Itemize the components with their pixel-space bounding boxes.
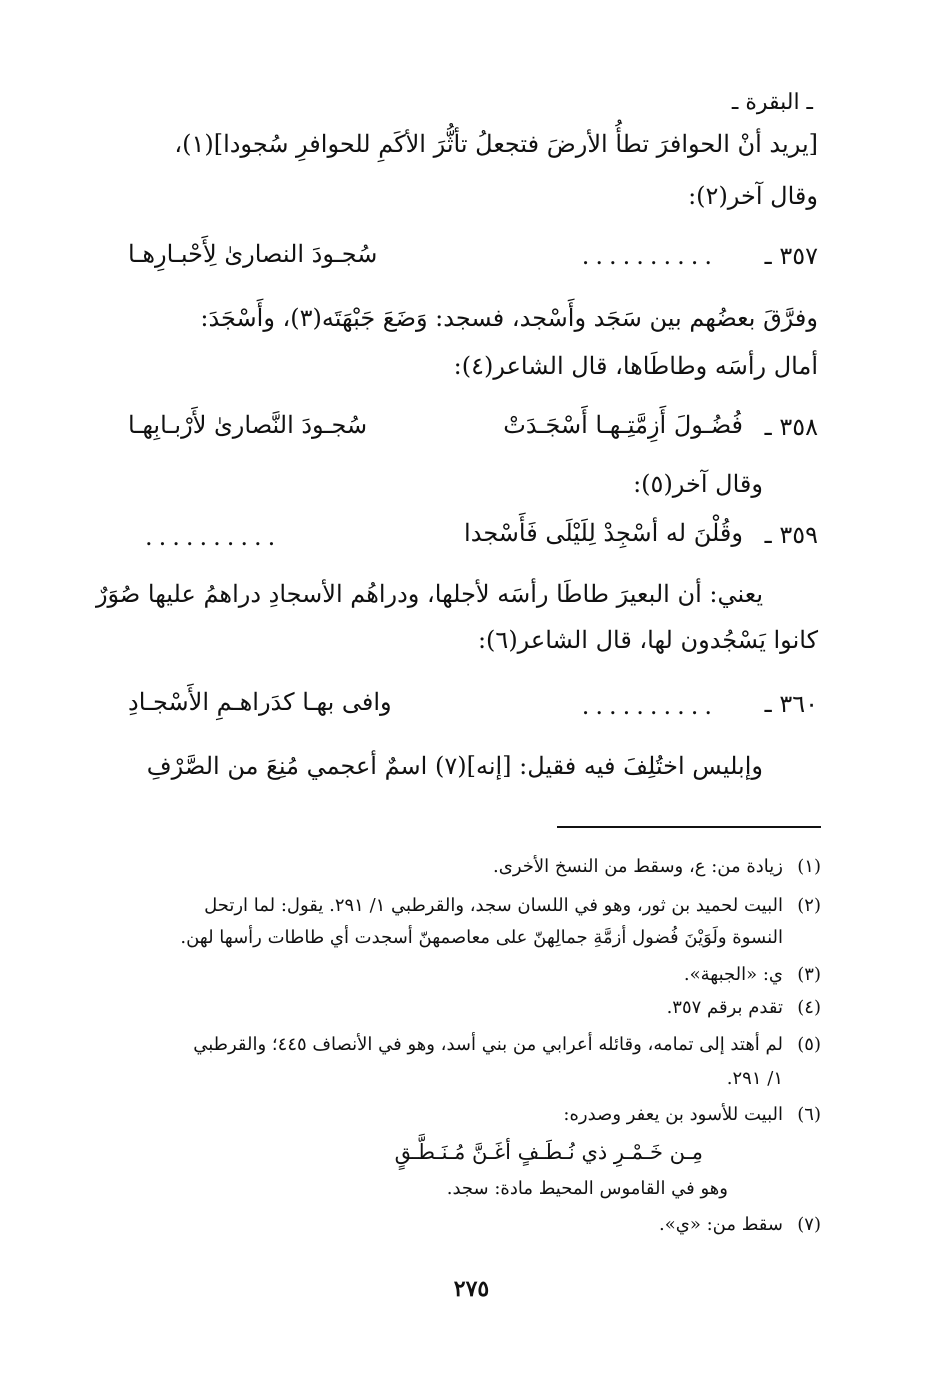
footnote-number: (٦) [797,1104,821,1125]
footnote-separator [557,826,821,828]
footnote-number: (١) [797,856,821,877]
verse-second-hemistich: .......... [145,523,282,551]
page-number: ٢٧٥ [453,1276,490,1302]
body-line-8: وإبليس اختُلِفَ فيه فقيل: [إنه](٧) اسمٌ أعجمي مُنِعَ من الصَّرْفِ [146,752,763,780]
footnote-text: زيادة من: ع، وسقط من النسخ الأخرى. [493,856,783,877]
footnote-2-continuation: النسوة ولَوَيْنَ فُضول أزمَّةِ جمالِهنّ على معاصمهنّ أسجدت أي طاطات رأسها لهن. [180,927,783,948]
body-line-6: يعني: أن البعيرَ طاطَا رأسَه لأجلها، ودراهُم الأسجادِ دراهمُ عليها صُوَرٌ [95,580,763,608]
footnote-6-verse: مِـن خَـمْـرِ ذي نُـطَـفٍ أغَـنَّ مُـنَـطَّـقٍ [394,1140,703,1164]
footnote-4 [667,996,821,1019]
footnote-5 [193,1033,821,1056]
body-line-3: وفرَّقَ بعضُهم بين سَجَد وأَسْجد، فسجد: وَضَعَ جَبْهَتَه(٣)، وأَسْجَدَ: [200,304,818,332]
footnote-6-continuation: وهو في القاموس المحيط مادة: سجد. [446,1178,728,1199]
body-line-7: كانوا يَسْجُدون لها، قال الشاعر(٦): [477,626,818,654]
footnote-number: (٥) [797,1034,821,1055]
footnote-number: (٧) [797,1214,821,1235]
verse-first-hemistich: .......... [581,242,718,270]
footnote-text: البيت للأسود بن يعفر وصدره: [563,1104,783,1125]
body-line-4: أمال رأسَه وطاطَاها، قال الشاعر(٤): [453,352,818,380]
footnote-5-continuation: ١/ ٢٩١. [726,1068,783,1089]
footnote-6 [563,1103,821,1126]
footnote-2 [204,894,821,917]
footnote-1 [493,855,821,878]
footnote-text: تقدم برقم ٣٥٧. [666,997,783,1018]
footnote-number: (٣) [797,964,821,985]
verse-first-hemistich: فُضُـولَ أَزِمَّتِـهـا أَسْجَـدَتْ [503,411,743,439]
body-line-1: [يريد أنْ الحوافرَ تطأُ الأرضَ فتجعلُ تأثُّرَ الأكَمِ للحوافرِ سُجودا](١)، [174,130,818,158]
footnote-3 [684,963,821,986]
body-line-5: وقال آخر(٥): [633,470,763,498]
footnote-text: سقط من: «ي». [659,1214,783,1235]
running-header: ـ البقرة ـ [731,90,813,115]
verse-second-hemistich: سُجـودَ النصارىٰ لِأَحْبـارِهـا [128,240,378,268]
body-line-2: وقال آخر(٢): [688,182,818,210]
verse-number: ٣٥٨ ـ [764,413,818,441]
footnote-text: البيت لحميد بن ثور، وهو في اللسان سجد، والقرطبي ١/ ٢٩١. يقول: لما ارتحل [204,895,783,916]
verse-second-hemistich: سُجـودَ النَّصارىٰ لأَرْبـابِهـا [128,411,368,439]
verse-number: ٣٥٧ ـ [764,242,818,270]
verse-first-hemistich: .......... [581,692,718,720]
footnote-number: (٢) [797,895,821,916]
footnote-text: ي: «الجبهة». [683,964,783,985]
verse-second-hemistich: وافى بهـا كدَراهـمِ الأَسْجـادِ [128,688,392,716]
footnote-number: (٤) [797,997,821,1018]
verse-number: ٣٦٠ ـ [764,690,818,718]
verse-first-hemistich: وقُلْنَ له أسْجِدْ لِلَيْلَى فَأَسْجدا [464,519,743,547]
footnote-text: لم أهتد إلى تمامه، وقائله أعرابي من بني أسد، وهو في الأنصاف ٤٤٥؛ والقرطبي [193,1034,783,1055]
verse-number: ٣٥٩ ـ [764,521,818,549]
footnote-7 [659,1213,821,1236]
